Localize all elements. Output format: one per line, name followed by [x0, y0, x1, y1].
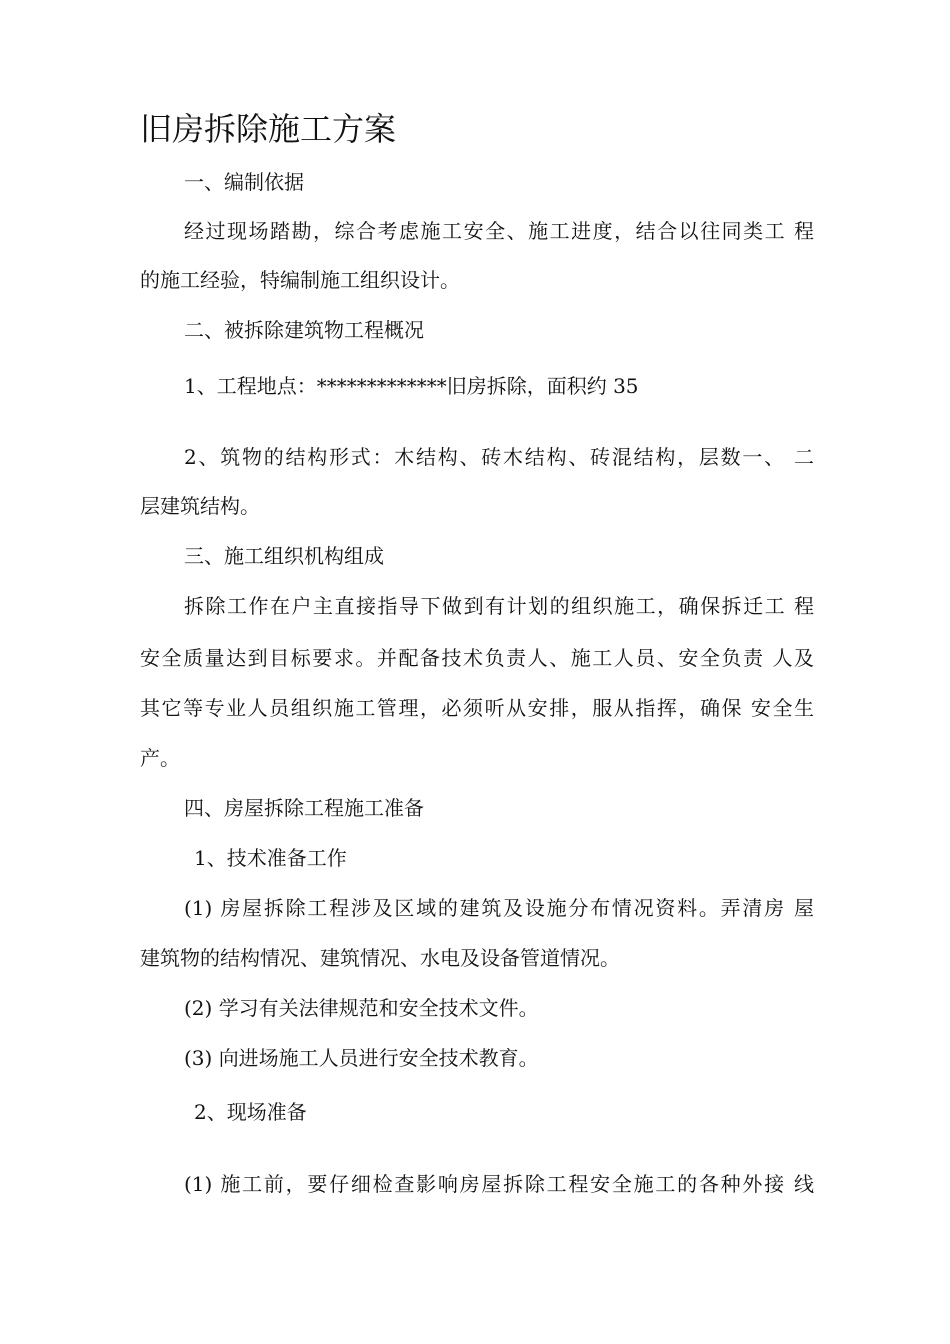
- paragraph-line: 1、工程地点：*************旧房拆除，面积约 35: [184, 374, 639, 398]
- paragraph-line: 安全质量达到目标要求。并配备技术负责人、施工人员、安全负责 人及: [140, 646, 814, 670]
- paragraph-line: 拆除工作在户主直接指导下做到有计划的组织施工，确保拆迁工 程: [184, 594, 814, 618]
- paragraph-line: 层建筑结构。: [140, 494, 260, 518]
- paragraph-line: (3) 向进场施工人员进行安全技术教育。: [184, 1046, 539, 1070]
- paragraph-line: 其它等专业人员组织施工管理，必须听从安排，服从指挥，确保 安全生: [140, 696, 814, 720]
- paragraph-line: (2) 学习有关法律规范和安全技术文件。: [184, 996, 539, 1020]
- paragraph-line: (1) 房屋拆除工程涉及区域的建筑及设施分布情况资料。弄清房 屋: [184, 896, 814, 920]
- paragraph-line: 2、筑物的结构形式：木结构、砖木结构、砖混结构，层数一、 二: [184, 445, 814, 469]
- paragraph-line: 的施工经验，特编制施工组织设计。: [140, 268, 460, 292]
- document-title: 旧房拆除施工方案: [140, 110, 397, 148]
- section-heading-1: 一、编制依据: [184, 170, 304, 194]
- paragraph-line: 建筑物的结构情况、建筑情况、水电及设备管道情况。: [140, 946, 620, 970]
- section-heading-2: 二、被拆除建筑物工程概况: [184, 318, 424, 342]
- section-heading-4: 四、房屋拆除工程施工准备: [184, 796, 424, 820]
- subsection-heading: 1、技术准备工作: [194, 846, 347, 870]
- subsection-heading: 2、现场准备: [194, 1100, 307, 1124]
- paragraph-line: 经过现场踏勘，综合考虑施工安全、施工进度，结合以往同类工 程: [184, 219, 814, 243]
- section-heading-3: 三、施工组织机构组成: [184, 544, 384, 568]
- paragraph-line: (1) 施工前，要仔细检查影响房屋拆除工程安全施工的各种外接 线: [184, 1172, 814, 1196]
- paragraph-line: 产。: [140, 746, 180, 770]
